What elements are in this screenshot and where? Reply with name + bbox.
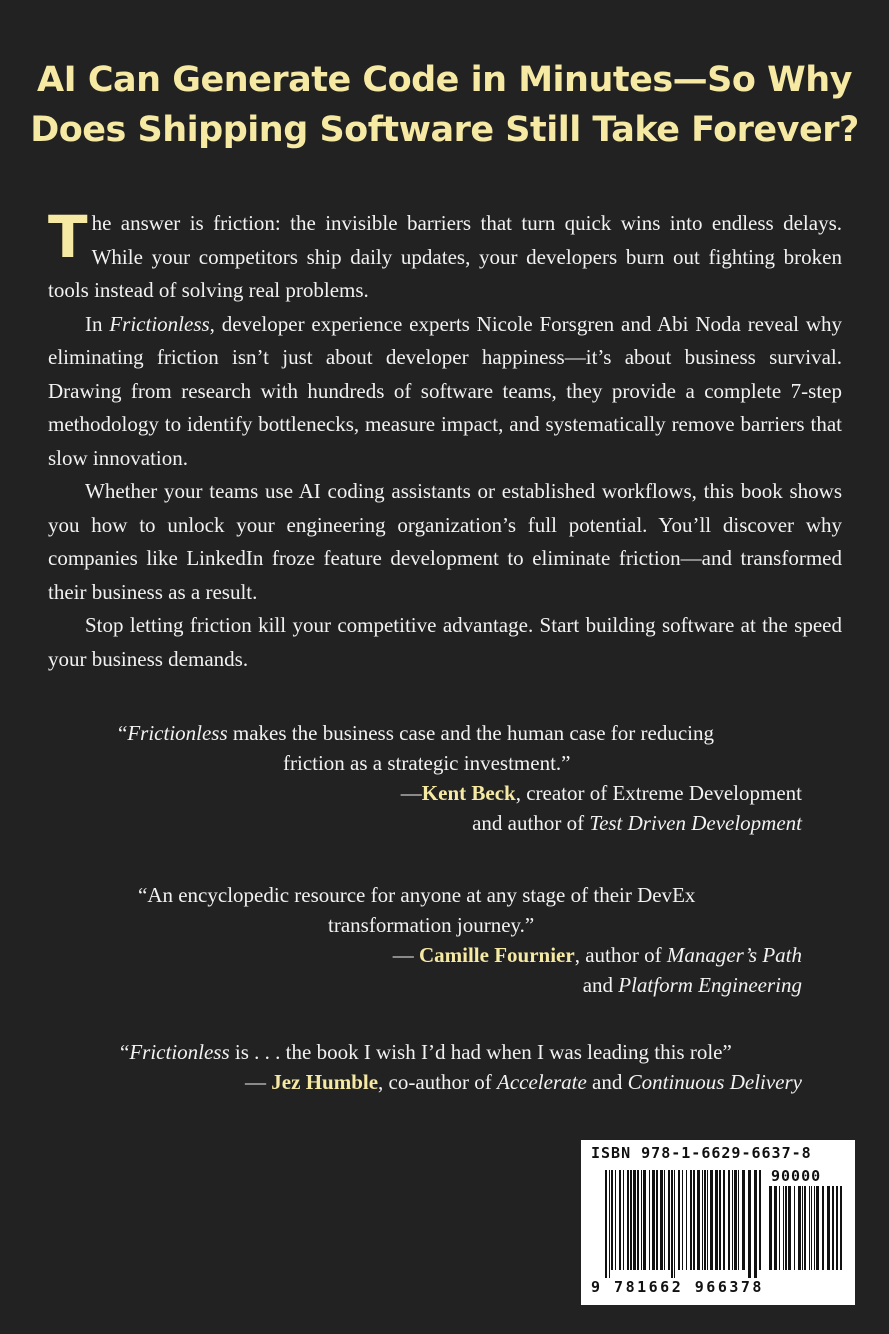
attribution-name: Kent Beck: [421, 781, 516, 805]
barcode-bar: [732, 1170, 733, 1270]
barcode-bar: [816, 1186, 819, 1270]
headline-line-2: Does Shipping Software Still Take Forever?: [30, 110, 859, 150]
barcode-bar: [715, 1170, 718, 1270]
blurb-jez-humble: [90, 1037, 808, 1097]
barcode-bar: [643, 1170, 646, 1270]
barcode-bar: [611, 1170, 613, 1270]
quote-text: “Frictionless is . . . the book I wish I’d had when I was leading this role”: [120, 1040, 732, 1064]
barcode-bar: [769, 1186, 772, 1270]
headline-line-1: AI Can Generate Code in Minutes—So Why: [37, 60, 852, 100]
paragraph-2: [48, 308, 842, 476]
barcode-bar: [809, 1186, 810, 1270]
paragraph-3: Whether your teams use AI coding assistants or established workflows, this book shows you how to unlock your engineering organization’s full potential. You’ll discover why companies like LinkedIn froze feature development to eliminate friction—and transformed their business as a result.: [48, 479, 842, 604]
barcode-bar: [788, 1186, 791, 1270]
barcode-bar: [748, 1170, 751, 1278]
quote-text-2: transformation journey.”: [328, 913, 535, 937]
barcode-bar: [802, 1186, 803, 1270]
barcode-bar: [678, 1170, 680, 1270]
addon-barcode-bars: [769, 1186, 845, 1278]
barcode-bar: [637, 1170, 639, 1270]
attribution: — Camille Fournier, author of Manager’s Path: [392, 943, 802, 967]
barcode-bar: [652, 1170, 655, 1270]
barcode-bar: [742, 1170, 745, 1270]
barcode-bar: [690, 1170, 692, 1270]
barcode-bar: [785, 1186, 787, 1270]
attribution-2: and Platform Engineering: [582, 973, 802, 997]
barcode-bar: [836, 1186, 838, 1270]
barcode-bar: [682, 1170, 683, 1270]
barcode-bar: [671, 1170, 673, 1278]
barcode-bar: [633, 1170, 636, 1270]
addon-number: 90000: [771, 1167, 822, 1185]
barcode-bar: [619, 1170, 621, 1270]
drop-cap: T: [48, 203, 88, 271]
blurb-kent-beck: [118, 718, 808, 838]
barcode-bar: [674, 1170, 675, 1278]
barcode-bar: [774, 1186, 777, 1270]
barcode-bar: [738, 1170, 739, 1270]
barcode-bar: [623, 1170, 624, 1270]
barcode-bar: [798, 1186, 801, 1270]
attribution-2: and author of Test Driven Development: [472, 811, 802, 835]
paragraph-4: Stop letting friction kill your competitive advantage. Start building software at the speed your business demands.: [48, 613, 842, 671]
barcode-bar: [656, 1170, 658, 1270]
paragraph-1-text: he answer is friction: the invisible barriers that turn quick wins into endless delays. While your competitors ship daily updates, your developers burn out fighting broken tools instead of solving real problems.: [48, 211, 842, 302]
barcode-bar: [728, 1170, 730, 1270]
barcode-bar: [668, 1170, 670, 1270]
attribution-name: Jez Humble: [271, 1070, 379, 1094]
barcode-bar: [754, 1170, 757, 1278]
quote-text: “Frictionless makes the business case and the human case for reducing: [118, 721, 714, 745]
barcode-bar: [649, 1170, 650, 1270]
barcode-bar: [719, 1170, 721, 1270]
barcode-bar: [779, 1186, 780, 1270]
barcode-bar: [822, 1186, 824, 1270]
barcode-bar: [697, 1170, 700, 1270]
attribution-name: Camille Fournier: [418, 943, 575, 967]
barcode-bars: [605, 1170, 763, 1278]
barcode-bar: [814, 1186, 815, 1270]
barcode-bar: [783, 1186, 784, 1270]
barcode-bar: [609, 1170, 610, 1278]
quote-text: “An encyclopedic resource for anyone at any stage of their DevEx: [138, 883, 696, 907]
barcode-bar: [723, 1170, 725, 1270]
attribution: —Kent Beck, creator of Extreme Development: [400, 781, 802, 805]
barcode-bar: [641, 1170, 642, 1270]
barcode-bar: [734, 1170, 737, 1270]
barcode-bar: [759, 1170, 761, 1270]
ean-number: 9 781662 966378: [591, 1278, 764, 1296]
barcode-bar: [630, 1170, 632, 1270]
paragraph-2-intro: In: [85, 311, 110, 336]
barcode-bar: [804, 1186, 806, 1270]
barcode-bar: [615, 1170, 616, 1270]
barcode-bar: [707, 1170, 708, 1270]
barcode-bar: [686, 1170, 687, 1270]
barcode-bar: [693, 1170, 695, 1270]
barcode-bar: [702, 1170, 703, 1270]
paragraph-2-text: , developer experience experts Nicole Forsgren and Abi Noda reveal why eliminating friction isn’t just about developer happiness—it’s about business survival. Drawing from research with hundreds of software teams, they provide a complete 7-step methodology to identify bottlenecks, measure impact, and systematically remove barriers that slow innovation.: [48, 311, 842, 470]
attribution: — Jez Humble, co-author of Accelerate and Continuous Delivery: [245, 1070, 802, 1094]
barcode-bar: [832, 1186, 834, 1270]
headline: [0, 55, 889, 155]
isbn-barcode: [581, 1140, 855, 1305]
barcode-bar: [840, 1186, 842, 1270]
isbn-label: ISBN 978-1-6629-6637-8: [591, 1144, 812, 1162]
description-text: [48, 203, 842, 676]
book-title: Frictionless: [109, 311, 210, 336]
quote-text-2: friction as a strategic investment.”: [283, 751, 571, 775]
barcode-bar: [664, 1170, 665, 1270]
paragraph-1: [48, 203, 842, 308]
barcode-bar: [704, 1170, 706, 1270]
barcode-bar: [710, 1170, 713, 1270]
blurb-camille-fournier: [138, 880, 808, 1000]
barcode-bar: [827, 1186, 830, 1270]
barcode-bar: [794, 1186, 795, 1270]
barcode-bar: [605, 1170, 607, 1278]
barcode-bar: [660, 1170, 663, 1270]
barcode-bar: [811, 1186, 812, 1270]
barcode-bar: [627, 1170, 629, 1270]
